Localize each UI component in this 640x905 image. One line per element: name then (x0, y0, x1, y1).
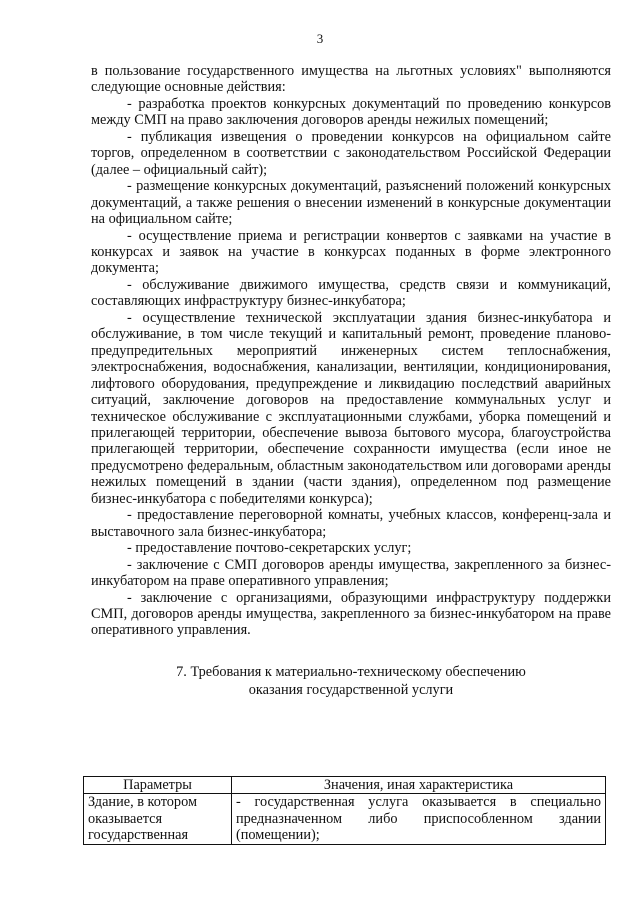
table-cell: - государственная услуга оказывается в специально предназначенном либо приспособленном здании (помещении); (232, 794, 606, 844)
requirements-table-wrap (83, 776, 606, 845)
paragraph-item: - разработка проектов конкурсных документаций по проведению конкурсов между СМП на право заключения договоров аренды нежилых помещений; (91, 95, 611, 129)
paragraph-item: - предоставление переговорной комнаты, учебных классов, конференц-зала и выставочного зала бизнес-инкубатора; (91, 507, 611, 540)
paragraph-intro: в пользование государственного имущества на льготных условиях" выполняются следующие основные действия: (91, 63, 611, 96)
table-cell: Здание, в котором оказывается государственная (84, 794, 232, 844)
section-heading-line: оказания государственной услуги (248, 681, 454, 698)
paragraph-item: - заключение с организациями, образующими инфраструктуру поддержки СМП, договоров аренды имущества, закрепленного за бизнес-инкубатором на праве оперативного управления. (91, 589, 611, 639)
table-row (84, 794, 606, 844)
section-heading-line: 7. Требования к материально-техническому обеспечению (176, 663, 526, 680)
paragraph-item: - заключение с СМП договоров аренды имущества, закрепленного за бизнес-инкубатором на праве оперативного управления; (91, 556, 611, 590)
section-heading (91, 663, 611, 699)
paragraph-item: - осуществление технической эксплуатации здания бизнес-инкубатора и обслуживание, в том числе текущий и капитальный ремонт, проведение планово-предупредительных мероприятий инженерных систем теплоснабжения, электроснабжения, водоснабжения, канализации, вентиляции, кондиционирования, лифтового оборудования, предупреждение и ликвидацию последствий аварийных ситуаций, заключение договоров на предоставление коммунальных услуг и техническое обслуживание с эксплуатационными службами, уборка помещений и прилегающей территории, обеспечение вывоза бытового мусора, благоустройства прилегающей территории, обеспечение сохранности имущества (если иное не предусмотрено федеральным, областным законодательством или договорами аренды нежилых помещений в здании (части здания), определенном под размещение бизнес-инкубатора с победителями конкурса); (91, 309, 611, 507)
page-number: 3 (316, 31, 324, 46)
table-header-row (84, 777, 606, 794)
requirements-table (83, 776, 606, 845)
table-header-cell: Параметры (84, 777, 232, 794)
table-header-cell: Значения, иная характеристика (232, 777, 606, 794)
paragraph-item: - публикация извещения о проведении конкурсов на официальном сайте торгов, определенном в соответствии с законодательством Российской Федерации (далее – официальный сайт); (91, 128, 611, 178)
paragraph-item: - осуществление приема и регистрации конвертов с заявками на участие в конкурсах и заявок на участие в конкурсах поданных в форме электронного документа; (91, 227, 611, 277)
paragraph-item: - размещение конкурсных документаций, разъяснений положений конкурсных документаций, а также решения о внесении изменений в конкурсные документации на официальном сайте; (91, 178, 611, 228)
body-text (91, 63, 611, 699)
paragraph-item: - предоставление почтово-секретарских услуг; (127, 540, 412, 557)
paragraph-item: - обслуживание движимого имущества, средств связи и коммуникаций, составляющих инфраструктуру бизнес-инкубатора; (91, 276, 611, 310)
